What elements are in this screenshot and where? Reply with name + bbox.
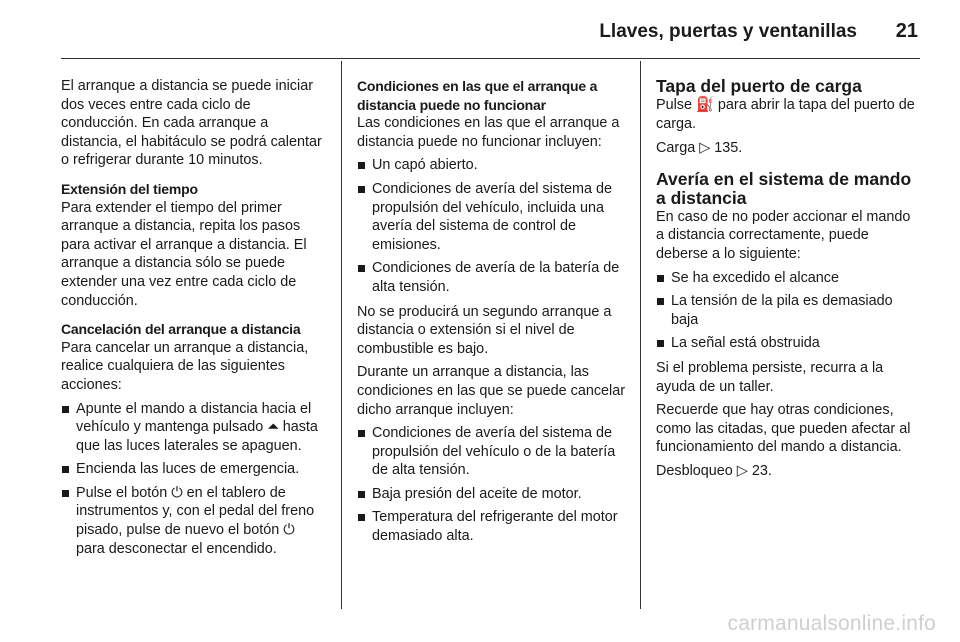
list-item: [357, 424, 627, 480]
bullet-icon: [62, 490, 69, 497]
remember-paragraph: Recuerde que hay otras condiciones, como las citadas, que pueden afectar al funcionamiento del mando a distancia.: [656, 402, 911, 456]
list-item: [656, 334, 922, 353]
persist-paragraph: Si el problema persiste, recurra a la ayuda de un taller.: [656, 359, 884, 395]
unlock-reference: Desbloqueo ▷ 23.: [656, 462, 772, 479]
during-start-paragraph: Durante un arranque a distancia, las condiciones en las que se puede cancelar dicho arranque incluyen:: [357, 364, 626, 418]
list-item: [61, 460, 327, 479]
column-divider-2: [640, 61, 641, 609]
column-divider-1: [341, 61, 342, 609]
list-item: [61, 484, 327, 558]
list-item: [357, 180, 627, 254]
remote-fault-bullet-list: [656, 269, 922, 353]
page-header: [0, 0, 960, 58]
intro-paragraph: El arranque a distancia se puede iniciar dos veces entre cada ciclo de conducción. En cada arranque a distancia, el habitáculo se podrá calentar o refrigerar durante 10 minutos.: [61, 78, 322, 169]
list-item-text: Temperatura del refrigerante del motor demasiado alta.: [372, 509, 618, 545]
column-1: [61, 77, 327, 564]
column-3: [656, 77, 922, 491]
bullet-icon: [657, 340, 664, 347]
remote-fault-heading: Avería en el sistema de mando a distancia: [656, 168, 912, 208]
list-item-text: La señal está obstruida: [671, 335, 820, 352]
extension-section: [61, 180, 327, 310]
bullet-icon: [358, 491, 365, 498]
header-divider: [61, 58, 920, 59]
bullet-icon: [358, 186, 365, 193]
list-item: [357, 259, 627, 296]
conditions-bullet-list: [357, 156, 627, 296]
list-item-text: La tensión de la pila es demasiado baja: [671, 293, 893, 328]
list-item: [357, 508, 627, 545]
bullet-icon: [657, 298, 664, 305]
conditions-paragraph: Las condiciones en las que el arranque a distancia puede no funcionar incluyen:: [357, 115, 620, 150]
second-start-paragraph: No se producirá un segundo arranque a distancia o extensión si el nivel de combustible es bajo.: [357, 303, 612, 357]
list-item: [656, 269, 922, 288]
charge-reference: Carga ▷ 135.: [656, 140, 743, 157]
charge-port-paragraph: Pulse ⛽ para abrir la tapa del puerto de carga.: [656, 97, 915, 132]
bullet-icon: [358, 514, 365, 521]
cancel-paragraph: Para cancelar un arranque a distancia, realice cualquiera de las siguientes acciones:: [61, 339, 309, 393]
list-item-text: Apunte el mando a distancia hacia el vehículo y mantenga pulsado ⏶ hasta que las luces laterales se apaguen.: [76, 400, 318, 454]
extension-paragraph: Para extender el tiempo del primer arranque a distancia, repita los pasos para activar el arranque a distancia. El arranque a distancia sólo se puede extender una vez entre cada ciclo de conducción.: [61, 199, 307, 309]
cancel-conditions-bullet-list: [357, 424, 627, 546]
page-number: 21: [895, 20, 918, 42]
conditions-heading: Condiciones en las que el arranque a distancia puede no funcionar: [357, 78, 598, 113]
list-item-text: Pulse el botón ⏻ en el tablero de instrumentos y, con el pedal del freno pisado, pulse de nuevo el botón ⏻ para desconectar el encendido.: [76, 484, 315, 557]
extension-heading: Extensión del tiempo: [61, 180, 198, 197]
cancel-bullet-list: [61, 400, 327, 559]
cancel-section: [61, 320, 327, 558]
list-item-text: Baja presión del aceite de motor.: [372, 485, 582, 502]
bullet-icon: [62, 466, 69, 473]
list-item: [61, 400, 327, 456]
watermark: carmanualsonline.info: [727, 612, 936, 635]
list-item-text: Un capó abierto.: [372, 157, 478, 174]
list-item: [357, 485, 627, 504]
cancel-heading: Cancelación del arranque a distancia: [61, 321, 301, 338]
list-item: [656, 292, 922, 329]
bullet-icon: [62, 406, 69, 413]
list-item: [357, 156, 627, 175]
bullet-icon: [358, 162, 365, 169]
bullet-icon: [657, 275, 664, 282]
column-2: [357, 77, 627, 552]
page-title: Llaves, puertas y ventanillas: [599, 21, 857, 42]
bullet-icon: [358, 265, 365, 272]
list-item-text: Condiciones de avería de la batería de alta tensión.: [372, 260, 620, 295]
list-item-text: Condiciones de avería del sistema de propulsión del vehículo o de la batería de alta tensión.: [372, 425, 616, 479]
list-item-text: Condiciones de avería del sistema de propulsión del vehículo, incluida una avería del sistema de control de emisiones.: [372, 180, 612, 253]
charge-port-heading: Tapa del puerto de carga: [656, 76, 862, 96]
list-item-text: Se ha excedido el alcance: [671, 269, 840, 286]
list-item-text: Encienda las luces de emergencia.: [76, 461, 300, 478]
bullet-icon: [358, 430, 365, 437]
remote-fault-paragraph: En caso de no poder accionar el mando a distancia correctamente, puede deberse a lo siguiente:: [656, 208, 911, 262]
